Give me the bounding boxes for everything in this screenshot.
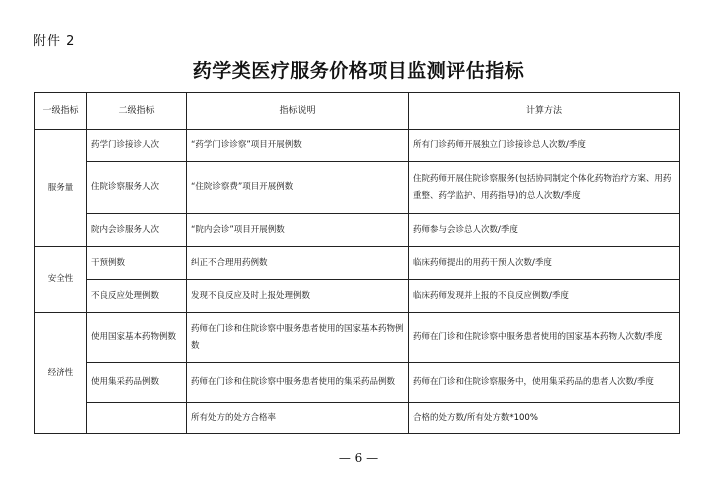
table-row bbox=[35, 214, 680, 247]
level2-cell: 住院诊察服务人次 bbox=[87, 162, 187, 214]
page-number: — 6 — bbox=[338, 451, 379, 465]
level2-cell: 药学门诊接诊人次 bbox=[87, 130, 187, 162]
level2-cell: 使用集采药品例数 bbox=[87, 363, 187, 403]
table-row bbox=[35, 313, 680, 363]
document-title: 药学类医疗服务价格项目监测评估指标 bbox=[192, 60, 525, 82]
table-row bbox=[35, 363, 680, 403]
header-calculation: 计算方法 bbox=[409, 93, 680, 130]
description-cell: “院内会诊”项目开展例数 bbox=[187, 214, 409, 247]
description-cell: 药师在门诊和住院诊察中服务患者使用的国家基本药物例数 bbox=[187, 313, 409, 363]
header-description: 指标说明 bbox=[187, 93, 409, 130]
description-cell: 纠正不合理用药例数 bbox=[187, 247, 409, 280]
calculation-cell: 临床药师发现并上报的不良反应例数/季度 bbox=[409, 280, 680, 313]
attachment-label: 附件 2 bbox=[33, 34, 76, 49]
level2-cell: 不良反应处理例数 bbox=[87, 280, 187, 313]
table-row bbox=[35, 162, 680, 214]
table-row bbox=[35, 130, 680, 162]
indicator-table bbox=[34, 92, 680, 434]
table-row bbox=[35, 280, 680, 313]
description-cell: 发现不良反应及时上报处理例数 bbox=[187, 280, 409, 313]
calculation-cell: 住院药师开展住院诊察服务(包括协同制定个体化药物治疗方案、用药重整、药学监护、用药指导)的总人次数/季度 bbox=[409, 162, 680, 214]
calculation-cell: 临床药师提出的用药干预人次数/季度 bbox=[409, 247, 680, 280]
level2-cell: 院内会诊服务人次 bbox=[87, 214, 187, 247]
level1-cell: 服务量 bbox=[35, 130, 87, 247]
level2-cell: 干预例数 bbox=[87, 247, 187, 280]
calculation-cell: 合格的处方数/所有处方数*100% bbox=[409, 403, 680, 434]
header-level2: 二级指标 bbox=[87, 93, 187, 130]
description-cell: 所有处方的处方合格率 bbox=[187, 403, 409, 434]
description-cell: “住院诊察费”项目开展例数 bbox=[187, 162, 409, 214]
level1-cell: 经济性 bbox=[35, 313, 87, 434]
level2-cell bbox=[87, 403, 187, 434]
level2-cell: 使用国家基本药物例数 bbox=[87, 313, 187, 363]
table-row bbox=[35, 247, 680, 280]
calculation-cell: 药师在门诊和住院诊察服务中，使用集采药品的患者人次数/季度 bbox=[409, 363, 680, 403]
calculation-cell: 药师参与会诊总人次数/季度 bbox=[409, 214, 680, 247]
header-level1: 一级指标 bbox=[35, 93, 87, 130]
calculation-cell: 所有门诊药师开展独立门诊接诊总人次数/季度 bbox=[409, 130, 680, 162]
description-cell: “药学门诊诊察”项目开展例数 bbox=[187, 130, 409, 162]
level1-cell: 安全性 bbox=[35, 247, 87, 313]
table-header-row bbox=[35, 93, 680, 130]
table-row bbox=[35, 403, 680, 434]
description-cell: 药师在门诊和住院诊察中服务患者使用的集采药品例数 bbox=[187, 363, 409, 403]
calculation-cell: 药师在门诊和住院诊察中服务患者使用的国家基本药物人次数/季度 bbox=[409, 313, 680, 363]
